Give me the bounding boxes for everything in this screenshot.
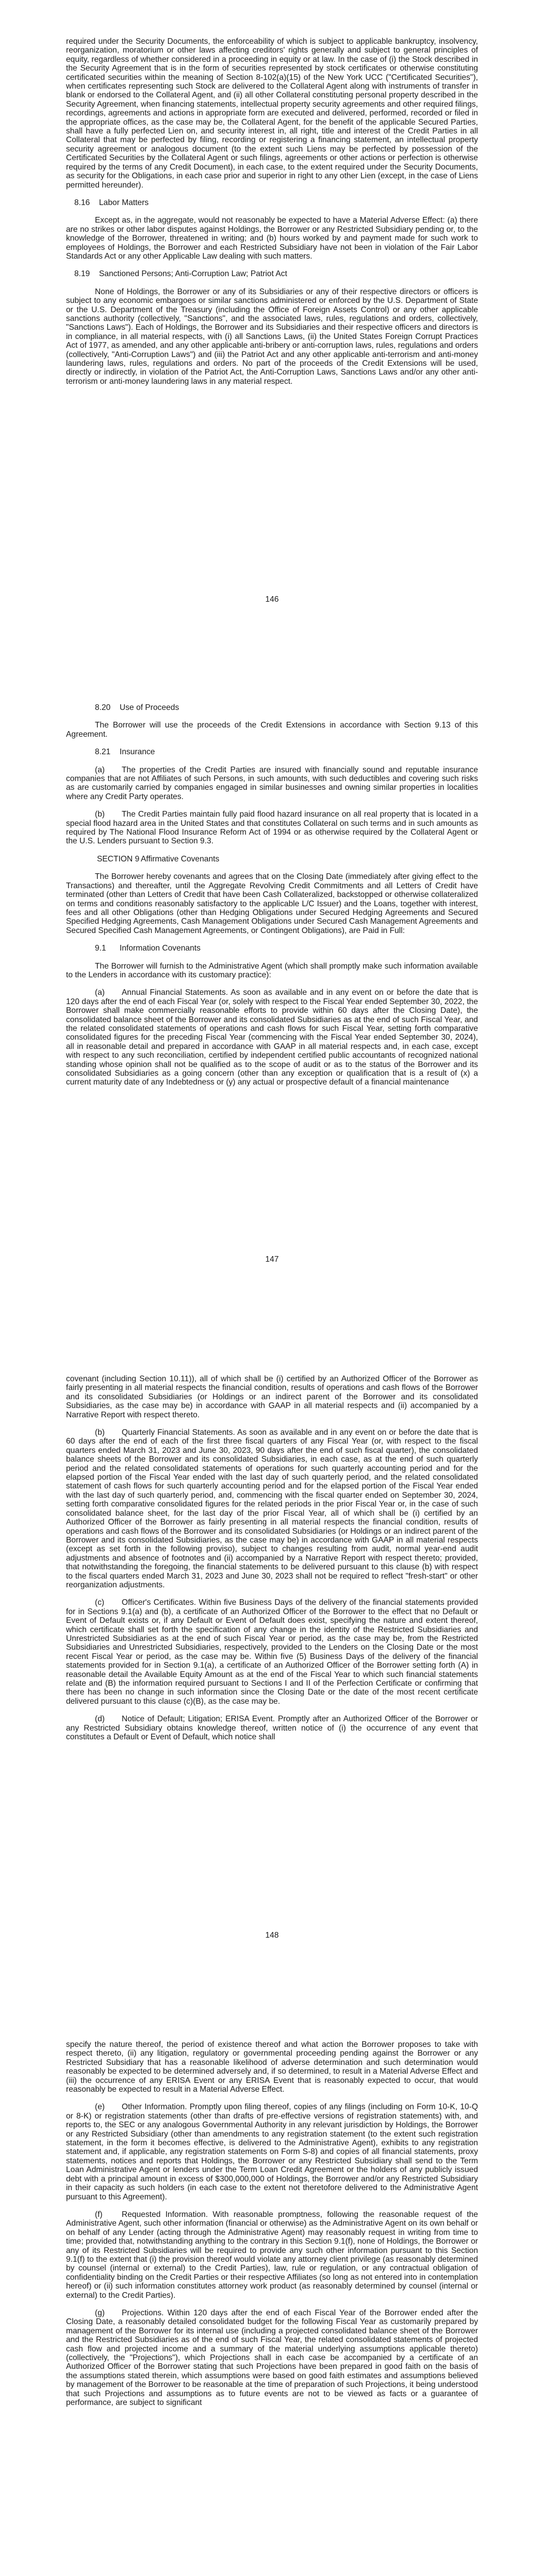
paragraph: specify the nature thereof, the period of existence thereof and what action the Borrower proposes to take with respect thereto, (ii) any litigation, regulatory or governmental proceeding pending against the Borrower or any Restricted Subsidiary that has a reasonable likelihood of adverse determination and such determination would reasonably be expected to be determined adversely and, if so determined, to result in a Material Adverse Effect and (iii) the occurrence of any ERISA Event or any ERISA Event that is reasonably expected to occur, that would reasonably be expected to result in a Material Adverse Effect. — [66, 2040, 478, 2094]
document-page — [0, 2040, 544, 2407]
document-page — [0, 703, 544, 1087]
paragraph: (f) Requested Information. With reasonable promptness, following the reasonable request of the Administrative Agent, such other information (financial or otherwise) as the Administrative Agent on its own behalf or on behalf of any Lender (acting through the Administrative Agent) may reasonably request in writing from time to time; provided that, notwithstanding anything to the contrary in this Section 9.1(f), none of Holdings, the Borrower or any of its Restricted Subsidiaries will be required to provide any such other information pursuant to this Section 9.1(f) to the extent that (i) the provision thereof would violate any attorney client privilege (as reasonably determined by counsel (internal or external) to the Credit Parties), law, rule or regulation, or any contractual obligation of confidentiality binding on the Credit Parties or their respective Affiliates (so long as not entered into in contemplation hereof) or (ii) such information constitutes attorney work product (as reasonably determined by counsel (internal or external) to the Credit Parties). — [66, 2210, 478, 2300]
paragraph: The Borrower hereby covenants and agrees that on the Closing Date (immediately after giving effect to the Transactions) and thereafter, until the Aggregate Revolving Credit Commitments and all Letters of Credit have terminated (other than Letters of Credit that have been Cash Collateralized, backstopped or otherwise collateralized on terms and conditions reasonably satisfactory to the applicable L/C Issuer) and the Loans, together with interest, fees and all other Obligations (other than Hedging Obligations under Secured Hedging Agreements and Secured Specified Hedging Agreements, Cash Management Obligations under Secured Cash Management Agreements and Secured Specified Cash Management Agreements, or Contingent Obligations), are Paid in Full: — [66, 872, 478, 935]
paragraph: The Borrower will use the proceeds of the Credit Extensions in accordance with Section 9.13 of this Agreement. — [66, 721, 478, 739]
paragraph: (b) The Credit Parties maintain fully paid flood hazard insurance on all real property that is located in a special flood hazard area in the United States and that constitutes Collateral on such terms and in such amounts as required by The National Flood Insurance Reform Act of 1994 or as otherwise required by the Collateral Agent or the U.S. Lenders pursuant to Section 9.3. — [66, 810, 478, 846]
section-heading: 8.19 Sanctioned Persons; Anti-Corruption Law; Patriot Act — [74, 269, 287, 279]
paragraph: (d) Notice of Default; Litigation; ERISA Event. Promptly after an Authorized Officer of the Borrower or any Restricted Subsidiary obtains knowledge thereof, written notice of (i) the occurrence of any event that constitutes a Default or Event of Default, which notice shall — [66, 1715, 478, 1742]
document-page — [0, 1375, 544, 1741]
paragraph: (a) Annual Financial Statements. As soon as available and in any event on or before the date that is 120 days after the end of each Fiscal Year (or, solely with respect to the Fiscal Year ended September 30, 2022, the Borrower shall make commercially reasonable efforts to provide within 60 days after the Closing Date), the consolidated balance sheet of the Borrower and its consolidated Subsidiaries as at the end of such Fiscal Year, and the related consolidated statements of operations and cash flows for such Fiscal Year, setting forth comparative consolidated figures for the preceding Fiscal Year (commencing with the Fiscal Year ended September 30, 2024), all in reasonable detail and prepared in accordance with GAAP in all material respects and, in each case, except with respect to any such reconciliation, certified by independent certified public accountants of recognized national standing whose opinion shall not be qualified as to the scope of audit or as to the status of the Borrower and its consolidated Subsidiaries as a going concern (other than any exception or qualification that is a result of (x) a current maturity date of any Indebtedness or (y) any actual or prospective default of a financial maintenance — [66, 988, 478, 1087]
paragraph: Except as, in the aggregate, would not reasonably be expected to have a Material Adverse Effect: (a) there are no strikes or other labor disputes against Holdings, the Borrower or any Restricted Subsidiary pending or, to the knowledge of the Borrower, threatened in writing; and (b) hours worked by and payment made for such work to employees of Holdings, the Borrower and each Restricted Subsidiary have not been in violation of the Fair Labor Standards Act or any other Applicable Law dealing with such matters. — [66, 216, 478, 261]
paragraph: (g) Projections. Within 120 days after the end of each Fiscal Year of the Borrower ended after the Closing Date, a reasonably detailed consolidated budget for the following Fiscal Year as customarily prepared by management of the Borrower for its internal use (including a projected consolidated balance sheet of the Borrower and the Restricted Subsidiaries as of the end of such Fiscal Year, the related consolidated statements of projected cash flow and projected income and a summary of the material underlying assumptions applicable thereto) (collectively, the "Projections"), which Projections shall in each case be accompanied by a certificate of an Authorized Officer of the Borrower stating that such Projections have been prepared in good faith on the basis of the assumptions stated therein, which assumptions were based on good faith estimates and assumptions believed by management of the Borrower to be reasonable at the time of preparation of such Projections, it being understood that such Projections and assumptions as to future events are not to be viewed as facts or a guarantee of performance, are subject to significant — [66, 2308, 478, 2408]
paragraph: covenant (including Section 10.11)), all of which shall be (i) certified by an Authorized Officer of the Borrower as fairly presenting in all material respects the financial condition, results of operations and cash flows of the Borrower and its consolidated Subsidiaries (or Holdings or an indirect parent of the Borrower and its consolidated Subsidiaries, as the case may be) in accordance with GAAP in all material respects and (ii) accompanied by a Narrative Report with respect thereto. — [66, 1375, 478, 1419]
page-number: 148 — [265, 1931, 279, 1940]
section-heading: 9.1 Information Covenants — [95, 944, 201, 953]
section-heading: 8.21 Insurance — [95, 748, 155, 757]
page-number: 146 — [265, 595, 279, 604]
paragraph: (c) Officer's Certificates. Within five Business Days of the delivery of the financial statements provided for in Sections 9.1(a) and (b), a certificate of an Authorized Officer of the Borrower to the effect that no Default or Event of Default exists or, if any Default or Event of Default does exist, specifying the nature and extent thereof, which certificate shall set forth the specification of any change in the identity of the Restricted Subsidiaries and Unrestricted Subsidiaries as at the end of such Fiscal Year or period, as the case may be, from the Restricted Subsidiaries and Unrestricted Subsidiaries, respectively, provided to the Lenders on the Closing Date or the most recent Fiscal Year or period, as the case may be. Within five (5) Business Days of the delivery of the financial statements provided for in Section 9.1(a), a certificate of an Authorized Officer of the Borrower setting forth (A) in reasonable detail the Available Equity Amount as at the end of the Fiscal Year to which such financial statements relate and (B) the information required pursuant to Sections I and II of the Perfection Certificate or confirming that there has been no change in such information since the Closing Date or the date of the most recent certificate delivered pursuant to this clause (c)(B), as the case may be. — [66, 1598, 478, 1706]
section-heading: 8.20 Use of Proceeds — [95, 703, 179, 712]
page-number: 147 — [265, 1255, 279, 1264]
section-heading: SECTION 9 Affirmative Covenants — [97, 854, 220, 863]
paragraph: The Borrower will furnish to the Administrative Agent (which shall promptly make such information available to the Lenders in accordance with its customary practice): — [66, 961, 478, 979]
paragraph: (e) Other Information. Promptly upon filing thereof, copies of any filings (including on Form 10-K, 10-Q or 8-K) or registration statements (other than drafts of pre-effective versions of registration statements) with, and reports to, the SEC or any analogous Governmental Authority in any relevant jurisdiction by Holdings, the Borrower or any Restricted Subsidiary (other than amendments to any registration statement (to the extent such registration statement, in the form it becomes effective, is delivered to the Administrative Agent), exhibits to any registration statement and, if applicable, any registration statements on Form S-8) and copies of all financial statements, proxy statements, notices and reports that Holdings, the Borrower or any Restricted Subsidiary shall send to the Term Loan Administrative Agent or lenders under the Term Loan Credit Agreement or the holders of any publicly issued debt with a principal amount in excess of $300,000,000 of Holdings, the Borrower and/or any Restricted Subsidiary in their capacity as such holders (in each case to the extent not theretofore delivered to the Administrative Agent pursuant to this Agreement). — [66, 2103, 478, 2201]
section-heading: 8.16 Labor Matters — [74, 198, 149, 207]
paragraph: (a) The properties of the Credit Parties are insured with financially sound and reputable insurance companies that are not Affiliates of such Persons, in such amounts, with such deductibles and covering such risks as are customarily carried by companies engaged in similar businesses and owning similar properties in localities where any Credit Party operates. — [66, 765, 478, 801]
document-page — [0, 37, 544, 386]
paragraph: required under the Security Documents, the enforceability of which is subject to applicable bankruptcy, insolvency, reorganization, moratorium or other laws affecting creditors' rights generally and subject to general principles of equity, regardless of whether considered in a proceeding in equity or at law. In the case of (i) the Stock described in the Security Agreement that is in the form of securities represented by stock certificates or otherwise constituting certificated securities within the meaning of Section 8-102(a)(15) of the New York UCC ("Certificated Securities"), when certificates representing such Stock are delivered to the Collateral Agent along with instruments of transfer in blank or endorsed to the Collateral Agent, and (ii) all other Collateral constituting personal property described in the Security Agreement, when financing statements, intellectual property security agreements and other required filings, recordings, agreements and actions in appropriate form are executed and delivered, performed, recorded or filed in the appropriate offices, as the case may be, the Collateral Agent, for the benefit of the applicable Secured Parties, shall have a fully perfected Lien on, and security interest in, all right, title and interest of the Credit Parties in all Collateral that may be perfected by filing, recording or registering a financing statement, an intellectual property security agreement or analogous document (to the extent such Liens may be perfected by possession of the Certificated Securities by the Collateral Agent or such filings, agreements or other actions or perfection is otherwise required by the terms of any Credit Document), in each case, to the extent required under the Security Documents, as security for the Obligations, in each case prior and superior in right to any other Lien (except, in the case of Liens permitted hereunder). — [66, 37, 478, 190]
paragraph: (b) Quarterly Financial Statements. As soon as available and in any event on or before the date that is 60 days after the end of each of the first three fiscal quarters of any Fiscal Year (or, with respect to the fiscal quarters ended March 31, 2023 and June 30, 2023, 90 days after the end of such fiscal quarter), the consolidated balance sheets of the Borrower and its consolidated Subsidiaries, in each case, as at the end of such quarterly period and the related consolidated statements of operations for such quarterly accounting period and for the elapsed portion of the Fiscal Year ended with the last day of such quarterly period, and the related consolidated statement of cash flows for such quarterly accounting period and for the elapsed portion of the Fiscal Year ended with the last day of such quarterly period, and, commencing with the fiscal quarter ended on September 30, 2024, setting forth comparative consolidated figures for the related periods in the prior Fiscal Year or, in the case of such consolidated balance sheet, for the last day of the prior Fiscal Year, all of which shall be (i) certified by an Authorized Officer of the Borrower as fairly presenting in all material respects the financial condition, results of operations and cash flows of the Borrower and its consolidated Subsidiaries (or Holdings or an indirect parent of the Borrower and its consolidated Subsidiaries, as the case may be) in accordance with GAAP in all material respects (except as set forth in the following proviso), subject to changes resulting from audit, normal year-end audit adjustments and absence of footnotes and (ii) accompanied by a Narrative Report with respect thereto; provided, that notwithstanding the foregoing, the financial statements to be delivered pursuant to this clause (b) with respect to the fiscal quarters ended March 31, 2023 and June 30, 2023 shall not be required to reflect "fresh-start" or other reorganization adjustments. — [66, 1428, 478, 1589]
paragraph: None of Holdings, the Borrower or any of its Subsidiaries or any of their respective directors or officers is subject to any economic embargoes or similar sanctions administered or enforced by the U.S. Department of State or the U.S. Department of the Treasury (including the Office of Foreign Assets Control) or any other applicable sanctions authority (collectively, "Sanctions", and the associated laws, rules, regulations and orders, collectively, "Sanctions Laws"). Each of Holdings, the Borrower and its Subsidiaries and their respective officers and directors is in compliance, in all material respects, with (i) all Sanctions Laws, (ii) the United States Foreign Corrupt Practices Act of 1977, as amended, and any other applicable anti-bribery or anti-corruption laws, rules, regulations and orders (collectively, "Anti-Corruption Laws") and (iii) the Patriot Act and any other applicable anti-terrorism and anti-money laundering laws, rules, regulations and orders. No part of the proceeds of the Credit Extensions will be used, directly or indirectly, in violation of the Patriot Act, the Anti-Corruption Laws, Sanctions Laws and/or any other anti-terrorism or anti-money laundering laws in any material respect. — [66, 287, 478, 386]
